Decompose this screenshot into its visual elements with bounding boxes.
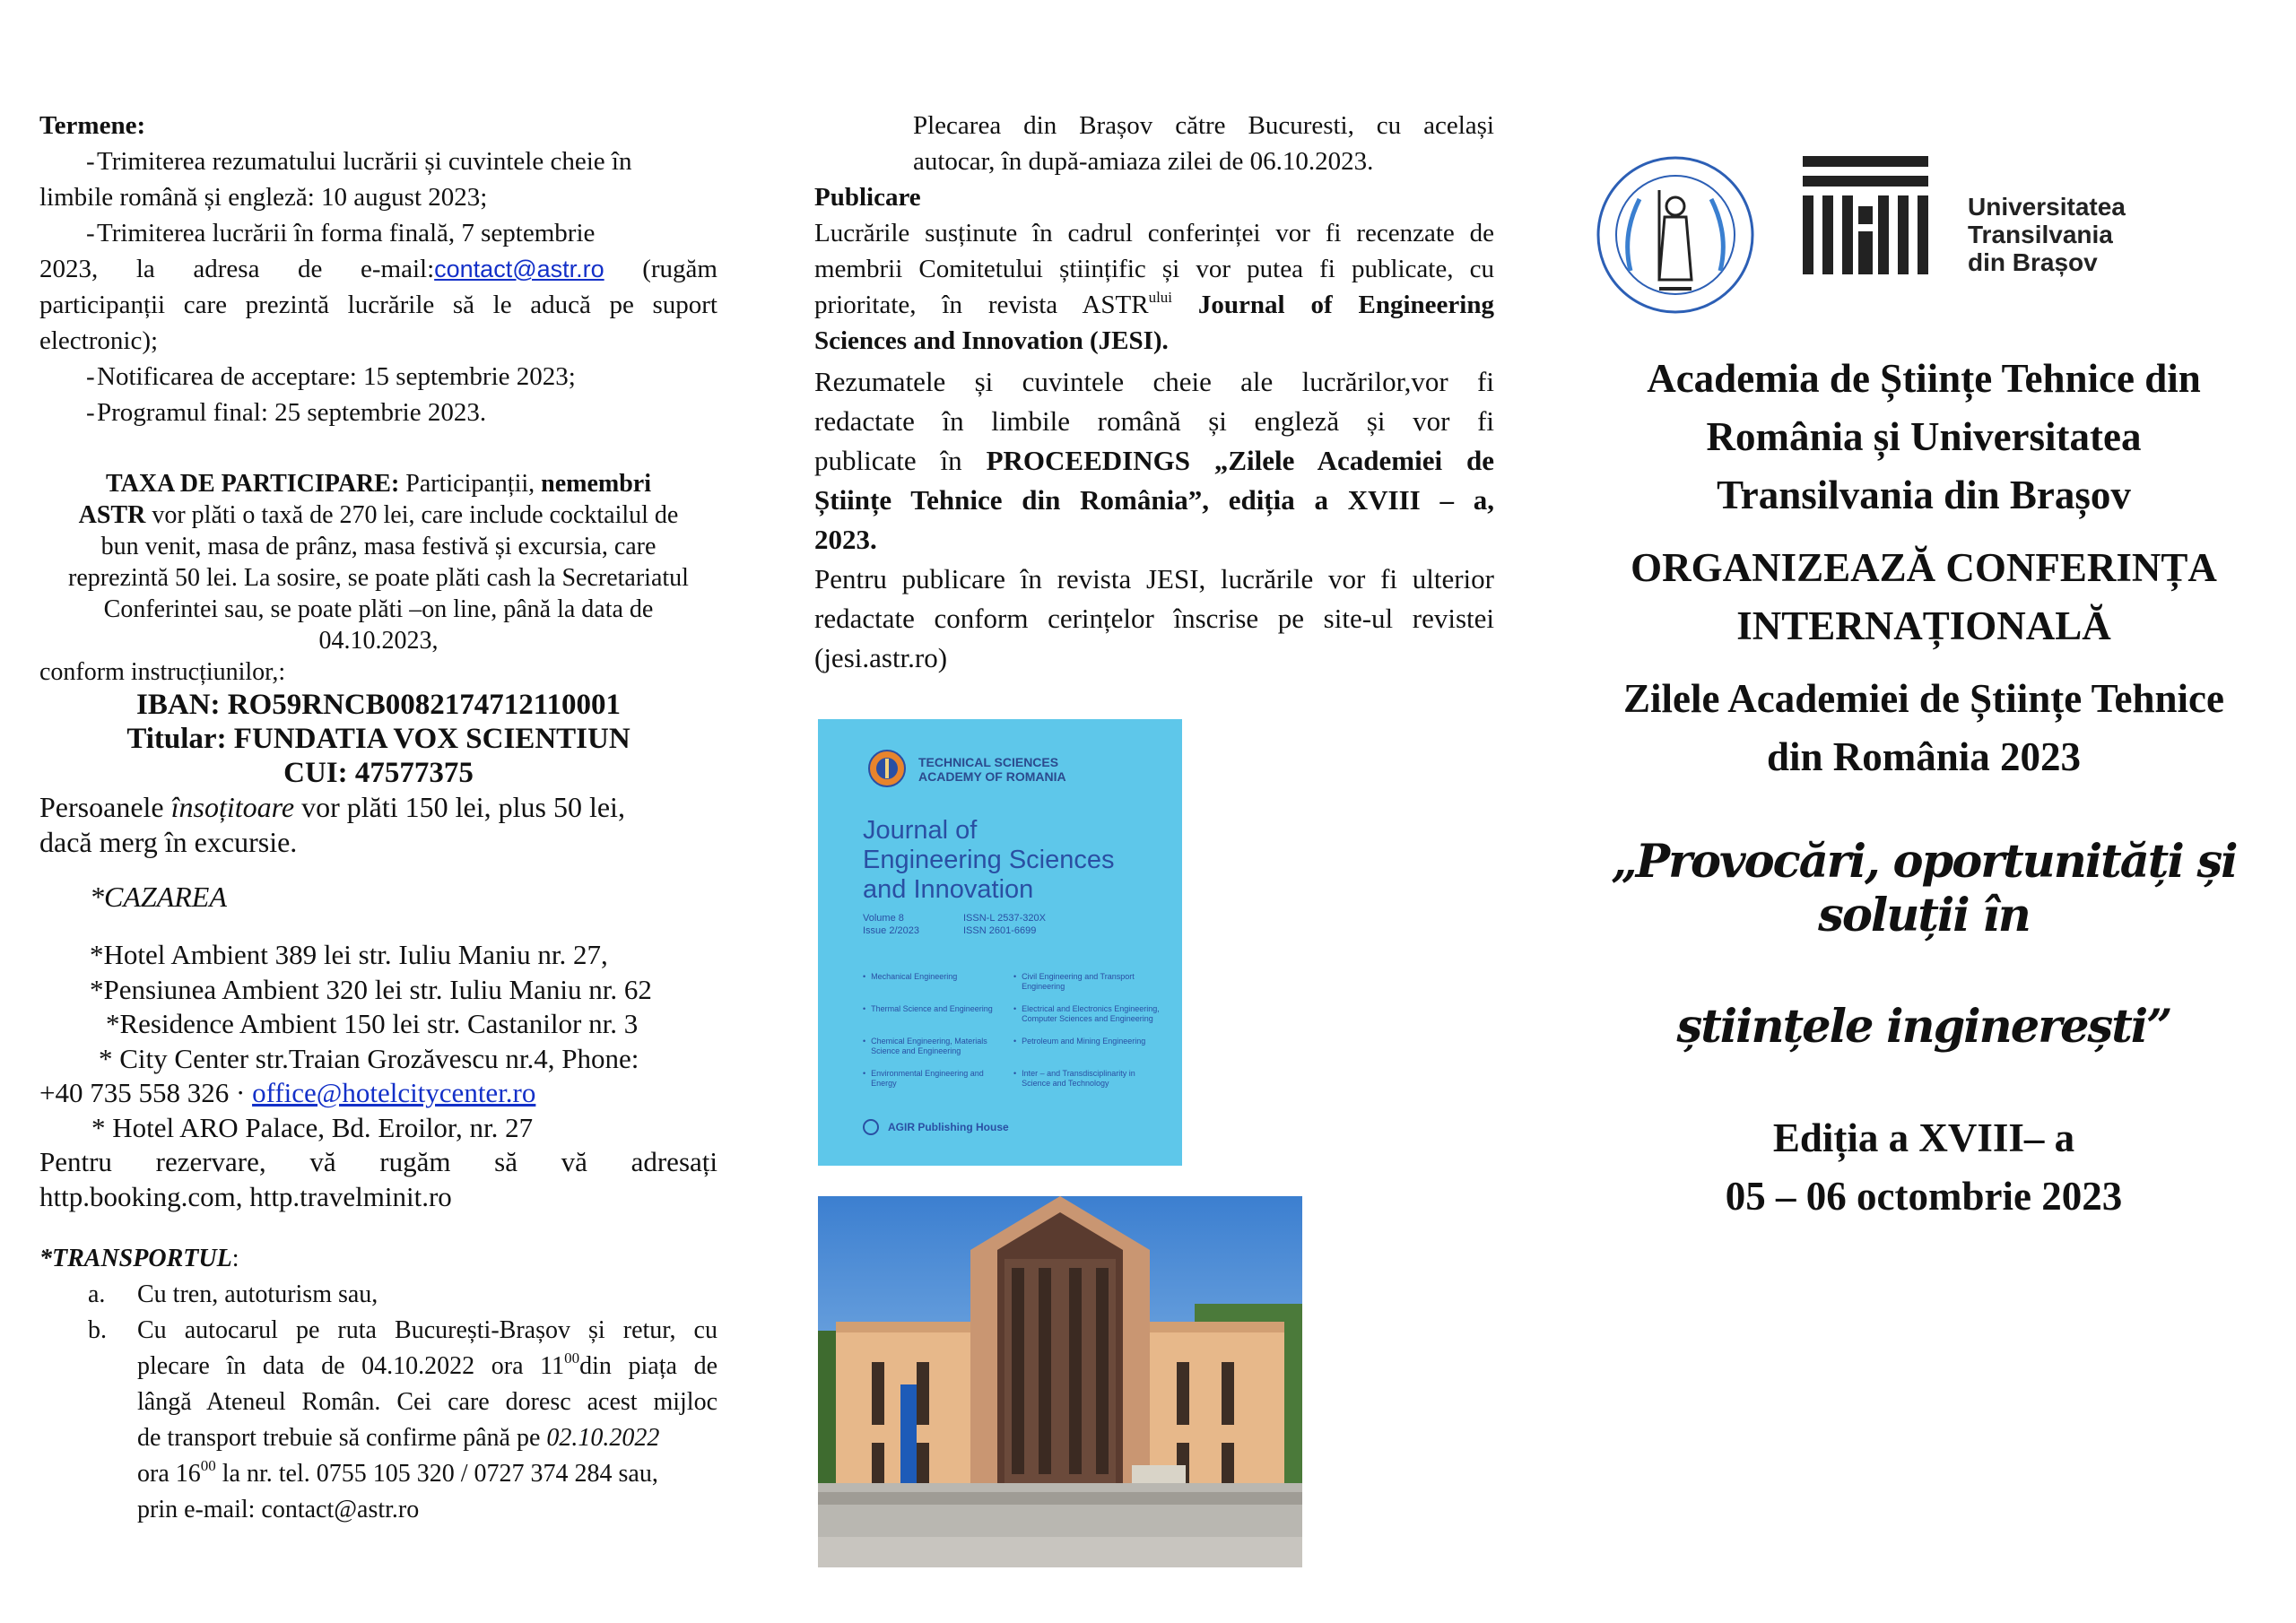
hotel-list (39, 938, 718, 1214)
publication-text: Lucrările susținute în cadrul conferinței vor fi recenzate de (814, 219, 1494, 247)
cover-topic: • Electrical and Electronics Engineering, Computer Sciences and Engineering (1013, 1004, 1166, 1024)
transport-item: b. Cu autocarul pe ruta București-Brașov și retur, cu plecare în data de 04.10.2022 ora $11^{00}din$ piața de lângă Ateneul Român. Cei care doresc acest mijloc de transport trebuie să confirme până pe 02.10.2022 ora $16^{00}$ la nr. tel. 0755 105 320 / 0727 374 284 sau, prin e-mail: contact@astr.ro (88, 1316, 718, 1523)
deadline-item: - Programul final: 25 septembrie 2023. (86, 398, 487, 427)
cover-topic: • Chemical Engineering, Materials Science and Engineering (863, 1037, 1006, 1056)
cover-topics (863, 972, 1168, 1089)
cui: CUI: 47577375 (283, 757, 474, 789)
transport-item: a. Cu tren, autoturism sau, (88, 1280, 378, 1308)
cover-publishing-house: AGIR Publishing House (863, 1119, 1009, 1135)
university-building-photo (818, 1196, 1302, 1567)
middle-column: Plecarea din Brașov către Bucuresti, cu același autocar, în după-amiaza zilei de 06.10.2023. Publicare Lucrările susținute în cadrul conferinței vor fi recenzate de membrii Comitetului științific și vor putea fi publicate, cu prioritate, în revista $ASTR^{ului}$ Journal of Engineering Sciences and Innovation (JESI). Rezumatele și cuvintele cheie ale lucrărilor,vor fi redactate în limbile română și engleză și vor fi publicate în PROCEEDINGS „Zilele Academiei de Științe Tehnice din România”, ediția a XVIII – a, 2023. Pentru publicare în revista JESI, lucrările vor fi ulterior redactate conform cerințelor înscrise pe site-ul revistei (jesi.astr.ro) (814, 108, 1494, 678)
cover-publisher: TECHNICAL SCIENCES ACADEMY OF ROMANIA (918, 755, 1066, 784)
iban: IBAN: RO59RNCB0082174712110001 (136, 689, 621, 721)
companions-note: Persoanele însoțitoare vor plăti 150 lei, plus 50 lei, (39, 791, 625, 823)
cover-topic: • Thermal Science and Engineering (863, 1004, 1006, 1024)
abstracts-text: Rezumatele și cuvintele cheie ale lucrărilor,vor fi (814, 366, 1494, 397)
conference-dates: 05 – 06 octombrie 2023 (1725, 1174, 2123, 1219)
cover-topic: • Inter – and Transdisciplinarity in Science and Technology (1013, 1069, 1166, 1089)
fee-paragraph: TAXA DE PARTICIPARE: Participanții, nemembri (106, 470, 651, 498)
conference-motto: „Provocări, oportunități și soluții în (1611, 835, 2237, 942)
hotel-item: * Hotel ARO Palace, Bd. Eroilor, nr. 27 (91, 1111, 534, 1143)
deadline-item: - Trimiterea lucrării în forma finală, 7 septembrie (86, 219, 596, 247)
right-column: Academia de Științe Tehnice din România și Universitatea Transilvania din Brașov ORGANIZEAZĂ CONFERINȚA INTERNAȚIONALĂ Zilele Academiei de Științe Tehnice din România 2023 „Provocări, oportunități și soluții în științele inginerești” Ediția a XVIII– a 05 – 06 octombrie 2023 (1578, 350, 2269, 1226)
deadline-item-cont: electronic); (39, 326, 159, 355)
deadline-item: - Notificarea de acceptare: 15 septembrie 2023; (86, 362, 576, 391)
unitbv-logo (1803, 156, 1928, 274)
cover-topic: • Mechanical Engineering (863, 972, 1006, 992)
cover-issn: ISSN-L 2537-320X ISSN 2601-6699 (963, 913, 1046, 936)
left-column: Termene: - Trimiterea rezumatului lucrării și cuvintele cheie în limbile română și engleză: 10 august 2023; - Trimiterea lucrării în forma finală, 7 septembrie 2023, la adresa de e-mail:contact@astr.ro (rugăm participanții care prezintă lucrările să le aducă pe suport electronic); - Notificarea de acceptare: 15 septembrie 2023; - Programul final: 25 septembrie 2023. TAXA DE PARTICIPARE: Participanții, nemembri ASTR vor plăti o taxă de 270 lei, care include cocktailul de bun venit, masa de prânz, masa festivă și excursia, care reprezintă 50 lei. La sosire, se poate plăti cash la Secretariatul Conferintei sau, se poate plăti –on line, până la data de 04.10.2023, conform instrucțiunilor,: IBAN: RO59RNCB0082174712110001 Titular: FUNDATIA VOX SCIENTIUN CUI: 47577375 Persoanele însoțitoare vor plăti 150 lei, plus 50 lei, dacă merg în excursie. *CAZAREA *Hotel Ambient 389 lei str. Iuliu Maniu nr. 27, *Pensiunea Ambient 320 lei str. Iuliu Maniu nr. 62 *Residence Ambient 150 lei str. Castanilor nr. 3 * City Center str.Traian Grozăvescu nr.4, Phone: +40 735 558 326 · office@hotelcitycenter.ro * Hotel ARO Palace, Bd. Eroilor, nr. 27 Pentru rezervare, vă rugăm să vă adresați http.booking.com, http.travelminit.ro *TRANSPORTUL: a. Cu tren, autoturism sau, b. Cu autocarul pe ruta București-Brașov și retur, cu plecare în data de 04.10.2022 ora $11^{00}din$ piața de lângă Ateneul Român. Cei care doresc acest mijloc de transport trebuie să confirme până pe 02.10.2022 ora $16^{00}$ la nr. tel. 0755 105 320 / 0727 374 284 sau, prin e-mail: contact@astr.ro (39, 108, 718, 1528)
organizes-heading: ORGANIZEAZĂ CONFERINȚA (1631, 545, 2217, 590)
hotel-item: * City Center str.Traian Grozăvescu nr.4, Phone: (99, 1042, 639, 1074)
deadlines-heading: Termene: (39, 111, 146, 140)
deadline-item: - Trimiterea rezumatului lucrării și cuvintele cheie în (86, 147, 632, 176)
booking-sites: http.booking.com, http.travelminit.ro (39, 1180, 452, 1212)
cover-title: Journal of Engineering Sciences and Innovation (863, 816, 1115, 904)
cover-topic: • Petroleum and Mining Engineering (1013, 1037, 1166, 1056)
edition: Ediția a XVIII– a (1772, 1115, 2075, 1160)
deadline-item-cont: limbile română și engleză: 10 august 2023; (39, 183, 488, 212)
hotel-item: *Residence Ambient 150 lei str. Castanilor nr. 3 (106, 1008, 639, 1039)
journal-cover-image (818, 719, 1182, 1166)
email-link[interactable]: contact@astr.ro (434, 256, 604, 282)
hotel-item: +40 735 558 326 · office@hotelcitycenter.ro (39, 1077, 536, 1108)
deadline-item-cont: 2023, la adresa de e-mail:contact@astr.ro (rugăm (39, 255, 718, 283)
return-trip: Plecarea din Brașov către Bucuresti, cu același (913, 111, 1494, 140)
cover-topic: • Civil Engineering and Transport Engineering (1013, 972, 1166, 992)
jesi-text: Pentru publicare în revista JESI, lucrările vor fi ulterior (814, 563, 1494, 595)
organizers: Academia de Științe Tehnice din (1647, 356, 2201, 401)
astr-seal-icon (866, 748, 908, 789)
unitbv-logo-text: Universitatea Transilvania din Brașov (1968, 193, 2126, 276)
conference-name: Zilele Academiei de Științe Tehnice (1623, 676, 2224, 721)
hotel-item: *Hotel Ambient 389 lei str. Iuliu Maniu nr. 27, (90, 939, 608, 970)
accommodation-heading: *CAZAREA (90, 881, 227, 913)
hotel-item: *Pensiunea Ambient 320 lei str. Iuliu Maniu nr. 62 (90, 973, 652, 1005)
hotel-email-link[interactable]: office@hotelcitycenter.ro (252, 1077, 536, 1108)
publication-heading: Publicare (814, 183, 921, 212)
deadline-item-cont: participanții care prezintă lucrările să le aducă pe suport (39, 291, 718, 319)
booking-note: Pentru rezervare, vă rugăm să vă adresați (39, 1146, 718, 1177)
astr-logo (1595, 154, 1756, 316)
cover-topic: • Environmental Engineering and Energy (863, 1069, 1006, 1089)
transport-heading: *TRANSPORTUL: (39, 1245, 239, 1272)
cover-volume: Volume 8 Issue 2/2023 (863, 913, 919, 936)
transport-section (39, 1241, 718, 1528)
account-holder: Titular: FUNDATIA VOX SCIENTIUN (126, 723, 631, 755)
